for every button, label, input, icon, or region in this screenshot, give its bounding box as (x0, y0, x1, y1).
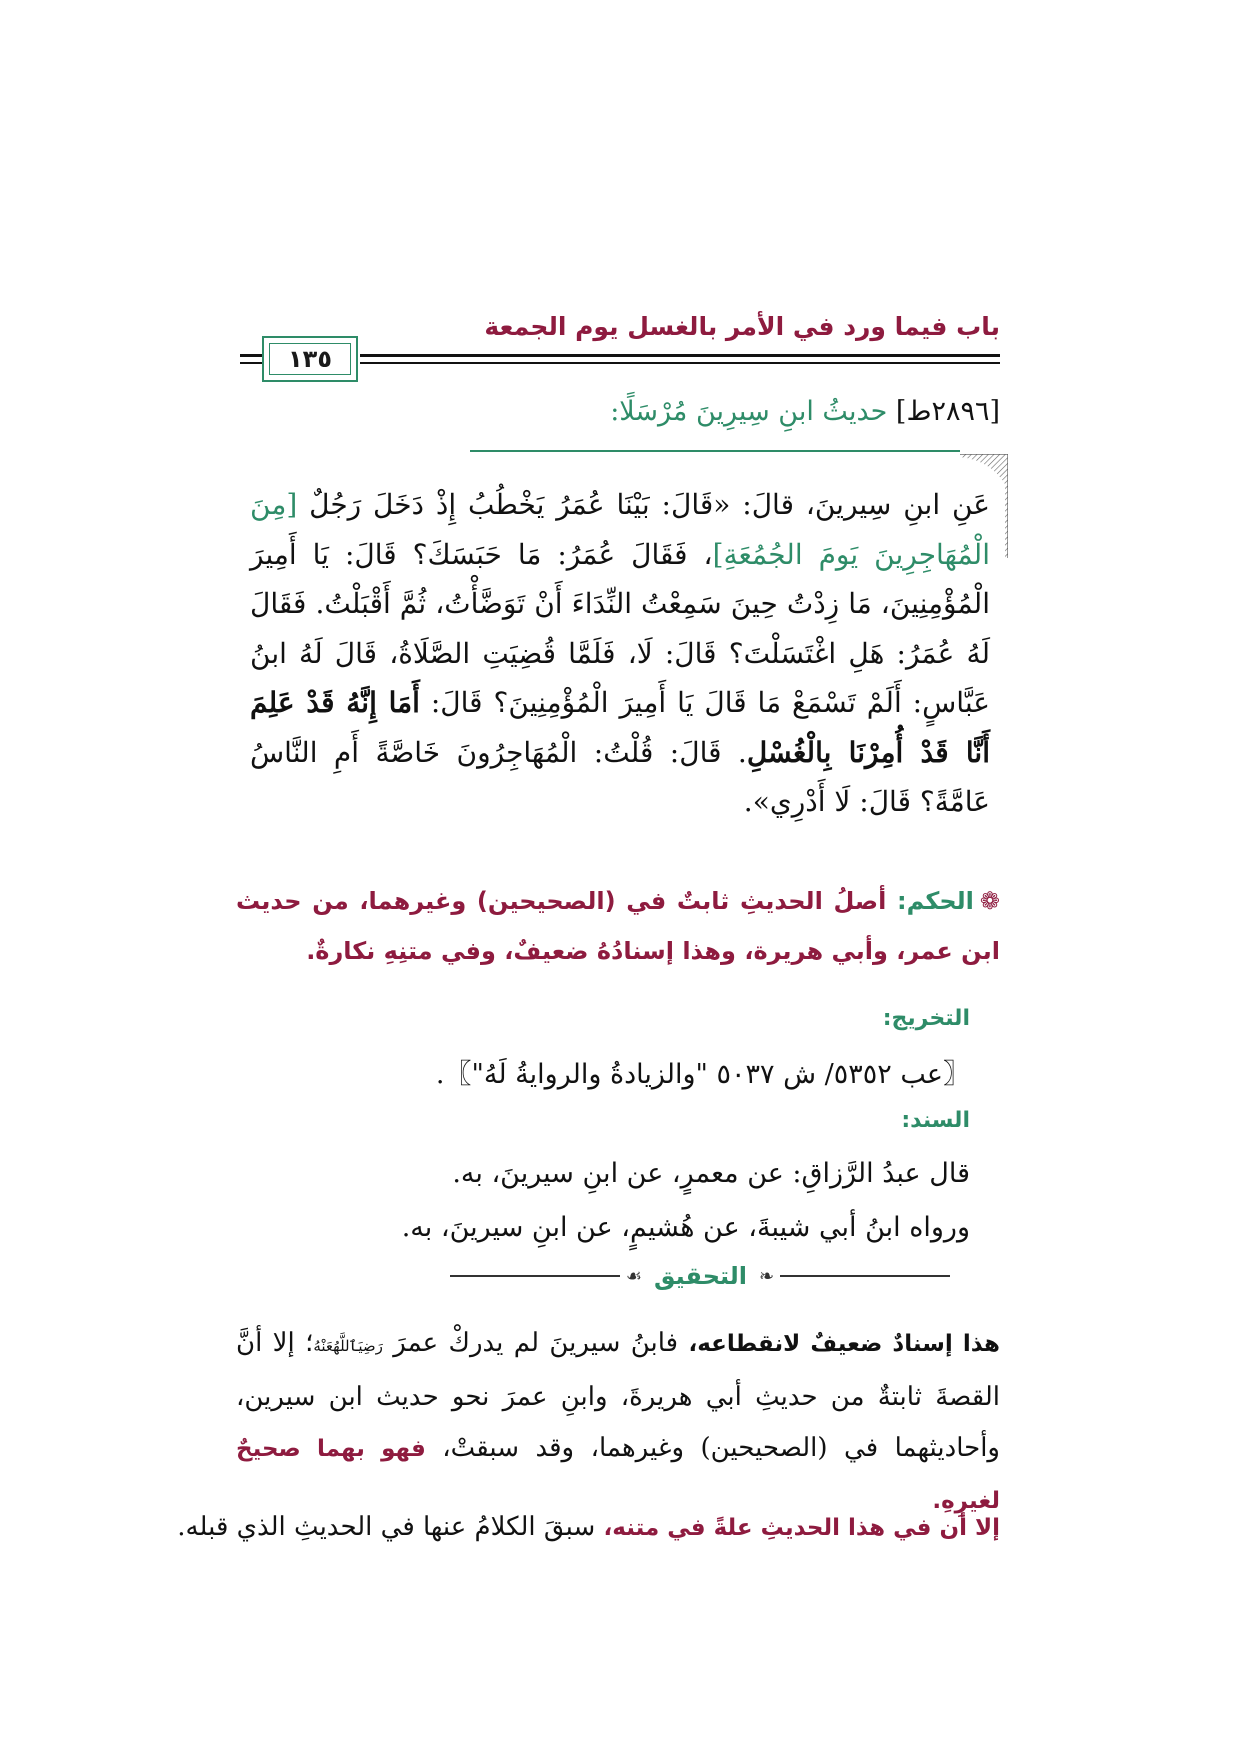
matn-text-1: عَنِ ابنِ سِيرينَ، قالَ: «قَالَ: بَيْنَا عُمَرُ يَخْطُبُ إِذْ دَخَلَ رَجُلٌ (297, 488, 990, 521)
divider-line-right (780, 1275, 950, 1277)
heading-underline (470, 450, 960, 452)
hukm-label: الحكم: (896, 887, 974, 915)
tahqiq-text-1: فابنُ سيرينَ لم يدركْ عمرَ (382, 1328, 689, 1358)
matn-bold-quote: أَمَا إِنَّهُ قَدْ عَلِمَ أَنَّا قَدْ أُمِرْنَا بِالْغُسْلِ (250, 686, 991, 769)
matn-text-2: ، فَقَالَ عُمَرُ: مَا حَبَسَكَ؟ قَالَ: يَا أَمِيرَ الْمُؤْمِنِينَ، مَا زِدْتُ حِينَ سَمِعْتُ النِّدَاءَ أَنْ تَوَضَّأْتُ، ثُمَّ أَقْبَلْتُ. فَقَالَ لَهُ عُمَرُ: هَلِ اغْتَسَلْتَ؟ قَالَ: لَا، فَلَمَّا قُضِيَتِ الصَّلَاةُ، قَالَ لَهُ ابنُ عَبَّاسٍ: أَلَمْ تَسْمَعْ مَا قَالَ يَا أَمِيرَ الْمُؤْمِنِينَ؟ قَالَ: (250, 537, 990, 719)
tahqiq-label: التحقيق (654, 1262, 748, 1290)
page-number-badge (262, 336, 358, 382)
header-rule (360, 354, 1000, 357)
tahqiq-bold-2: فهو بهما صحيحٌ لغيرِهِ. (236, 1436, 1000, 1514)
takhrij-text: 〖عب ٥٣٥٢/ ش ٥٠٣٧ "والزيادةُ والروايةُ لَهُ"〗. (435, 1059, 970, 1090)
closing-line (177, 1502, 1000, 1553)
sanad-line-1: قال عبدُ الرَّزاقِ: عن معمرٍ، عن ابنِ سيرينَ، به. (452, 1158, 970, 1189)
takhrij-label: التخريج: (882, 1006, 970, 1031)
tahqiq-bold-1: هذا إسنادٌ ضعيفٌ لانقطاعه، (688, 1331, 1000, 1357)
hadith-title: حديثُ ابنِ سِيرِينَ مُرْسَلًا: (610, 396, 888, 427)
closing-text: سبقَ الكلامُ عنها في الحديثِ الذي قبله. (177, 1512, 604, 1542)
matn-text-3: . قَالَ: قُلْتُ: الْمُهَاجِرُونَ خَاصَّةً أَمِ النَّاسُ عَامَّةً؟ قَالَ: لَا أَدْرِي». (250, 735, 990, 818)
matn-addition: [مِنَ الْمُهَاجِرِينَ يَومَ الجُمُعَةِ] (250, 488, 990, 571)
header-rule-left-thin (240, 362, 264, 364)
sanad-label: السند: (901, 1108, 970, 1133)
hadith-heading (610, 396, 1000, 427)
tahqiq-paragraph (236, 1318, 1000, 1527)
ornament-icon: ☙ (625, 1265, 642, 1287)
divider-line-left (450, 1275, 620, 1277)
page-number: ١٣٥ (288, 345, 332, 373)
chapter-title: باب فيما ورد في الأمر بالغسل يوم الجمعة (484, 312, 1000, 341)
hukm-text: أصلُ الحديثِ ثابتٌ في (الصحيحين) وغيرهما، من حديث ابن عمر، وأبي هريرة، وهذا إسنادُهُ ضعيفٌ، وفي متنِهِ نكارةٌ. (236, 887, 1000, 965)
closing-bold: إلا أن في هذا الحديثِ علةً في متنه، (603, 1515, 1000, 1541)
hadith-number: [٢٨٩٦ط] (895, 396, 1000, 427)
sanad-line-2: ورواه ابنُ أبي شيبةَ، عن هُشيمٍ، عن ابنِ سيرينَ، به. (401, 1212, 970, 1243)
header-rule-left (240, 354, 264, 357)
honorific: رَضِيَٱللَّهُعَنْهُ (313, 1337, 383, 1355)
flower-icon: ❁ (979, 887, 1000, 915)
header-rule-thin (360, 362, 1000, 364)
hadith-matn (250, 480, 990, 827)
tahqiq-divider (450, 1256, 950, 1296)
ornament-icon: ❧ (759, 1265, 775, 1287)
hukm-paragraph (236, 876, 1000, 976)
tahqiq-text-2: ؛ إلا أنَّ القصةَ ثابتةٌ من حديثِ أبي هريرةَ، وابنِ عمرَ نحو حديث ابن سيرين، وأحاديثهما في (الصحيحين) وغيرهما، وقد سبقتْ، (236, 1328, 1000, 1463)
